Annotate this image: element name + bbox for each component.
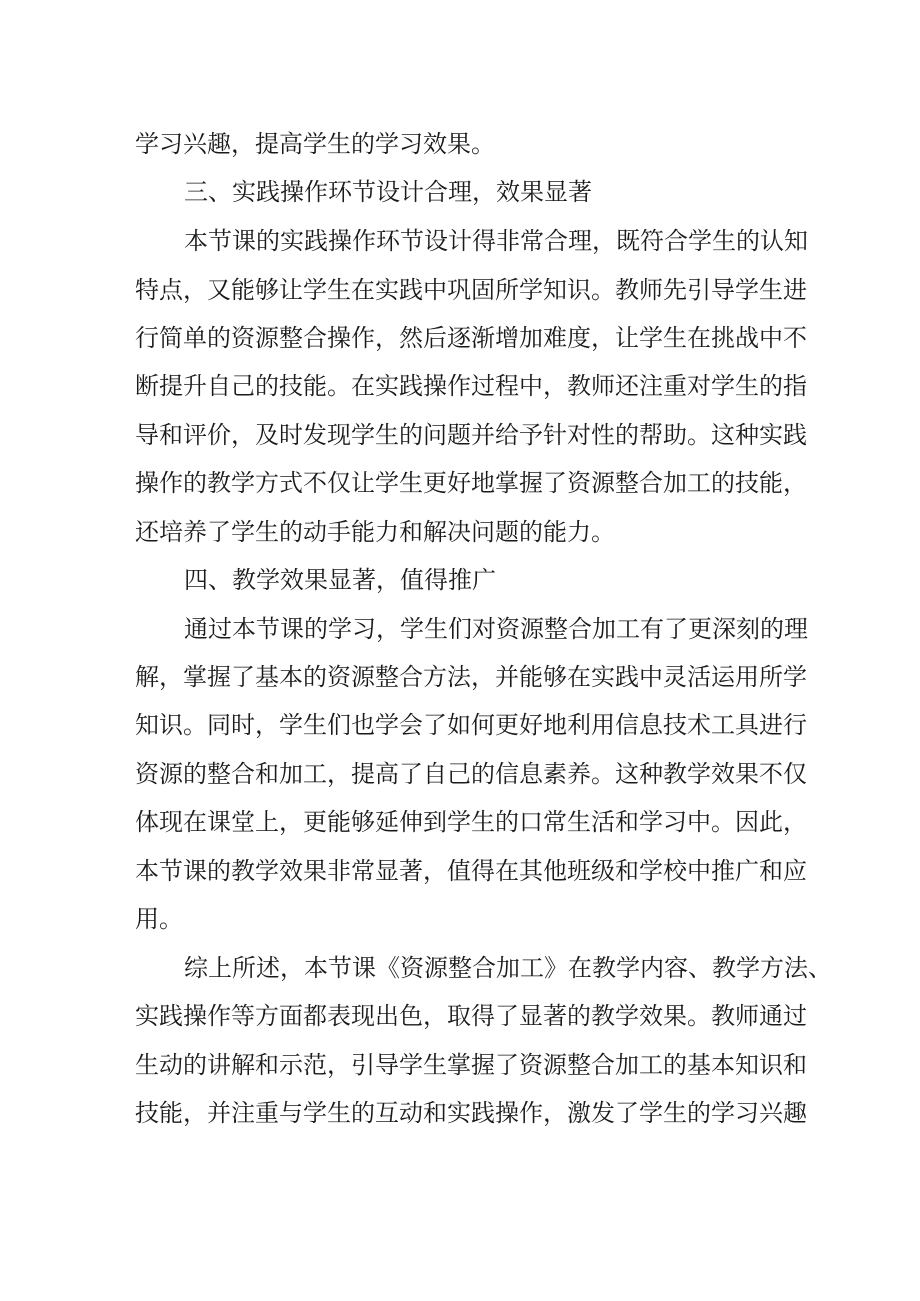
paragraph-line: 还培养了学生的动手能力和解决问题的能力。 <box>135 518 615 546</box>
paragraph-line: 学习兴趣，提高学生的学习效果。 <box>135 130 495 158</box>
paragraph-line: 本节课的教学效果非常显著，值得在其他班级和学校中推广和应 <box>135 857 807 885</box>
paragraph-line: 解，掌握了基本的资源整合方法，并能够在实践中灵活运用所学 <box>135 663 807 691</box>
paragraph-line: 技能，并注重与学生的互动和实践操作，激发了学生的学习兴趣 <box>135 1099 807 1127</box>
paragraph-line: 导和评价，及时发现学生的问题并给予针对性的帮助。这种实践 <box>135 421 807 449</box>
paragraph-line: 综上所述，本节课《资源整合加工》在教学内容、教学方法、 <box>184 954 832 982</box>
paragraph-line: 用。 <box>135 905 183 933</box>
section-heading: 四、教学效果显著，值得推广 <box>184 566 496 594</box>
paragraph-line: 体现在课堂上，更能够延伸到学生的口常生活和学习中。因此， <box>135 808 807 836</box>
paragraph-line: 特点，又能够让学生在实践中巩固所学知识。教师先引导学生进 <box>135 276 807 304</box>
paragraph-line: 通过本节课的学习，学生们对资源整合加工有了更深刻的理 <box>184 615 808 643</box>
paragraph-line: 断提升自己的技能。在实践操作过程中，教师还注重对学生的指 <box>135 372 807 400</box>
paragraph-line: 资源的整合和加工，提高了自己的信息素养。这种教学效果不仅 <box>135 760 807 788</box>
paragraph-line: 本节课的实践操作环节设计得非常合理，既符合学生的认知 <box>184 227 808 255</box>
paragraph-line: 知识。同时，学生们也学会了如何更好地利用信息技术工具进行 <box>135 711 807 739</box>
paragraph-line: 操作的教学方式不仅让学生更好地掌握了资源整合加工的技能， <box>135 469 807 497</box>
paragraph-line: 行简单的资源整合操作，然后逐渐增加难度，让学生在挑战中不 <box>135 324 807 352</box>
paragraph-line: 实践操作等方面都表现出色，取得了显著的教学效果。教师通过 <box>135 1002 807 1030</box>
paragraph-line: 生动的讲解和示范，引导学生掌握了资源整合加工的基本知识和 <box>135 1051 807 1079</box>
section-heading: 三、实践操作环节设计合理，效果显著 <box>184 178 592 206</box>
